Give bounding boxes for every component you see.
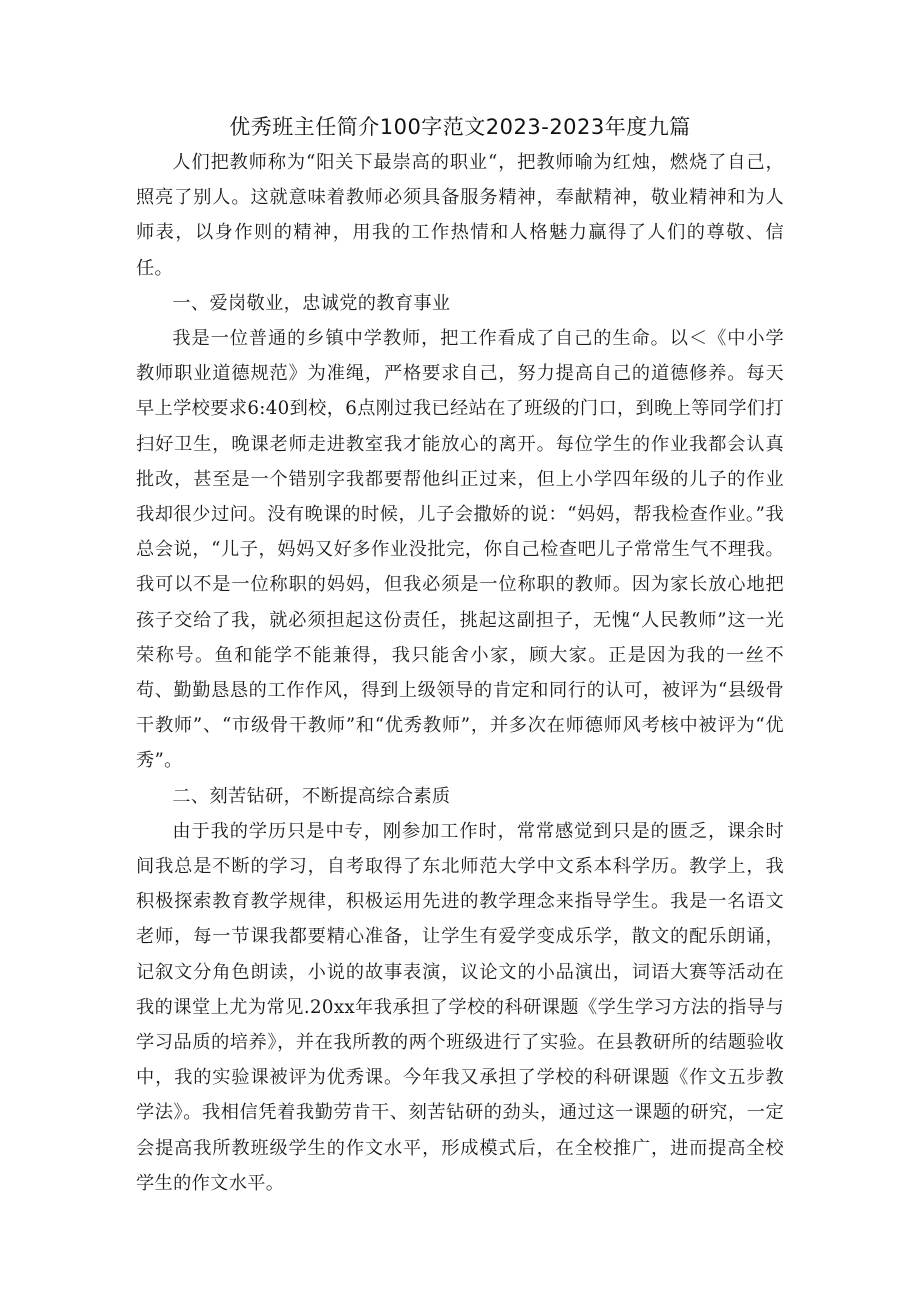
document-title: 优秀班主任简介100字范文2023-2023年度九篇 (229, 115, 691, 139)
section-heading-2: 二、刻苦钻研，不断提高综合素质 (172, 785, 451, 807)
document-body (136, 145, 784, 1201)
section-heading-1: 一、爱岗敬业，忠诚党的教育事业 (172, 292, 451, 314)
section-2-paragraph: 由于我的学历只是中专，刚参加工作时，常常感觉到只是的匮乏，课余时间我总是不断的学习，自考取得了东北师范大学中文系本科学历。教学上，我积极探索教育教学规律，积极运用先进的教学理念来指导学生。我是一名语文老师，每一节课我都要精心准备，让学生有爱学变成乐学，散文的配乐朗诵，记叙文分角色朗读，小说的故事表演，议论文的小品演出，词语大赛等活动在我的课堂上尤为常见.20xx年我承担了学校的科研课题《学生学习方法的指导与学习品质的培养》，并在我所教的两个班级进行了实验。在县教研所的结题验收中，我的实验课被评为优秀课。今年我又承担了学校的科研课题《作文五步教学法》。我相信凭着我勤劳肯干、刻苦钻研的劲头，通过这一课题的研究，一定会提高我所教班级学生的作文水平，形成模式后，在全校推广，进而提高全校学生的作文水平。 (136, 820, 784, 1194)
section-1-paragraph: 我是一位普通的乡镇中学教师，把工作看成了自己的生命。以＜《中小学教师职业道德规范》为准绳，严格要求自己，努力提高自己的道德修养。每天早上学校要求6:40到校，6点刚过我已经站在了班级的门口，到晚上等同学们打扫好卫生，晚课老师走进教室我才能放心的离开。每位学生的作业我都会认真批改，甚至是一个错别字我都要帮他纠正过来，但上小学四年级的儿子的作业我却很少过问。没有晚课的时候，儿子会撒娇的说：“妈妈，帮我检查作业。”我总会说，“儿子，妈妈又好多作业没批完，你自己检查吧儿子常常生气不理我。我可以不是一位称职的妈妈，但我必须是一位称职的教师。因为家长放心地把孩子交给了我，就必须担起这份责任，挑起这副担子，无愧“人民教师”这一光荣称号。鱼和能学不能兼得，我只能舍小家，顾大家。正是因为我的一丝不苟、勤勤恳恳的工作作风，得到上级领导的肯定和同行的认可，被评为“县级骨干教师”、“市级骨干教师”和“优秀教师”，并多次在师德师风考核中被评为“优秀”。 (136, 328, 784, 772)
intro-paragraph: 人们把教师称为“阳关下最崇高的职业“，把教师喻为红烛，燃烧了自己，照亮了别人。这就意味着教师必须具备服务精神，奉献精神，敬业精神和为人师表，以身作则的精神，用我的工作热情和人格魅力赢得了人们的尊敬、信任。 (136, 152, 784, 279)
